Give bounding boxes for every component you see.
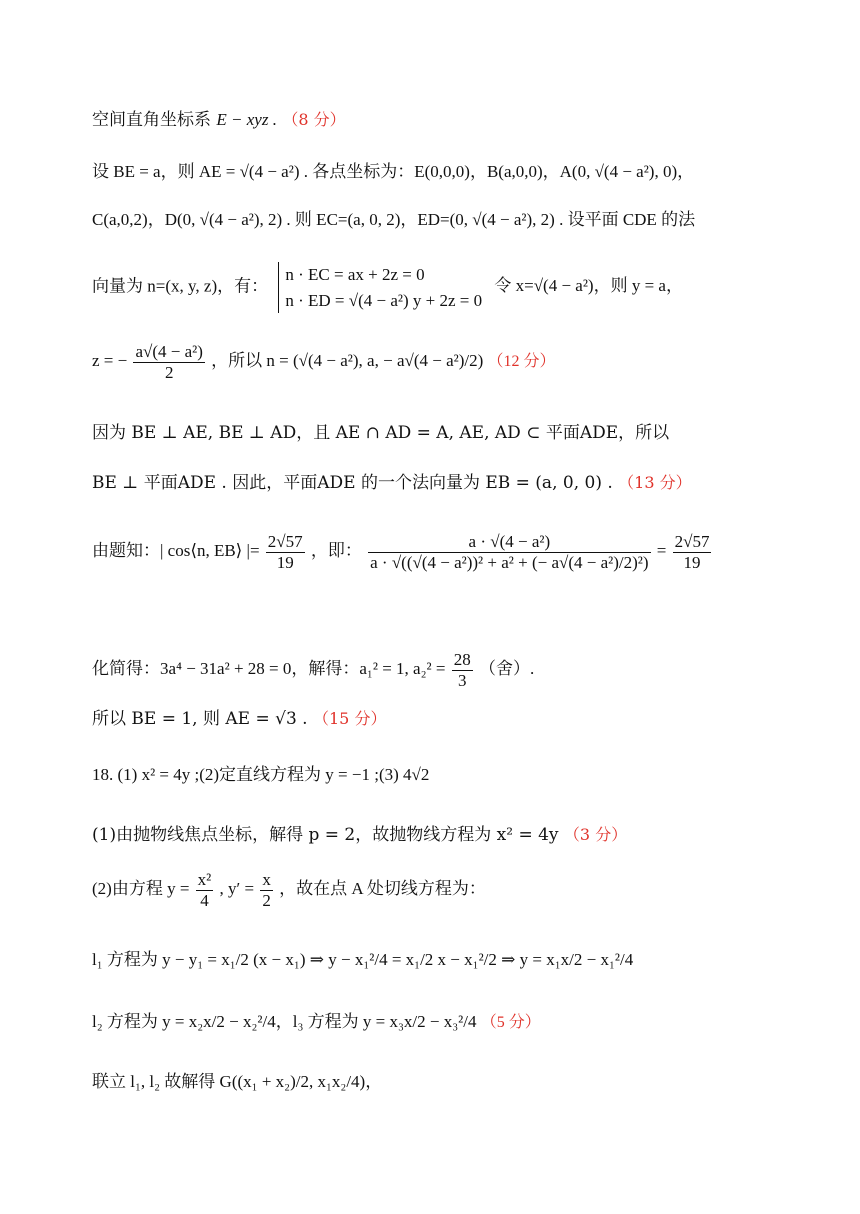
text-let-x: 令 x=√(4 − a²)，则 y = a，	[494, 276, 683, 296]
text-from-eq: (2)由方程 y =	[92, 878, 194, 898]
fraction-28-3	[452, 650, 473, 690]
text-reject: （舍）.	[478, 658, 535, 678]
frac-num: x	[262, 870, 271, 889]
score-15: （15 分）	[313, 709, 387, 728]
line-13	[92, 870, 780, 910]
line-16	[92, 1072, 780, 1092]
frac-num: x²	[197, 870, 212, 889]
text-so-n: ，所以 n =	[211, 350, 294, 370]
text-result: 所以 BE = 1, 则 AE = √3 .	[92, 709, 308, 729]
line-8: 由题知：| cos⟨n, EB⟩ |= $\frac{2√57}{19}$ ，即： $\frac{\text{a · √(4 − a²)}}{\text{a · √((√(4 − a²))² + a² + (− a√(4 − a²)/2)²)}}$ = $\frac{2√57}{19}$	[92, 532, 710, 572]
fraction-x-2	[260, 870, 273, 910]
fraction-big	[368, 532, 650, 572]
rhs-den: 19	[683, 552, 701, 572]
frac-num: 2√57	[267, 532, 303, 551]
line-9	[92, 650, 780, 690]
text-q18-1: (1)由抛物线焦点坐标，解得 p = 2，故抛物线方程为 x² = 4y	[92, 825, 559, 845]
frac-den: 19	[276, 552, 294, 572]
line-3	[92, 210, 780, 230]
text-l2-l3: l₂ 方程为 y = x₂x/2 − x₂²/4，l₃ 方程为 y = x₃x/2 − x₃²/4	[92, 1012, 477, 1031]
frac-den: 4	[200, 890, 209, 910]
text-ie: ，即：	[310, 540, 362, 560]
text-coord-system: 空间直角坐标系	[92, 110, 211, 130]
text-given: 由题知：| cos⟨n, EB⟩ |=	[92, 540, 264, 560]
math-exyz: E − xyz .	[216, 110, 277, 129]
line-2	[92, 162, 780, 182]
score-13: （13 分）	[618, 473, 692, 492]
text-normal-vector: 向量为 n=(x, y, z)，有：	[92, 276, 269, 296]
text-vectors: C(a,0,2)，D(0, √(4 − a²), 2) . 则 EC=(a, 0, 2)，ED=(0, √(4 − a²), 2) . 设平面 CDE 的法	[92, 210, 696, 229]
rhs-num: 2√57	[674, 532, 710, 551]
text-normal-eb: BE ⊥ 平面ADE . 因此，平面ADE 的一个法向量为 EB = (a, 0, 0) .	[92, 473, 613, 493]
line-5	[92, 342, 780, 382]
bigfrac-num: a · √(4 − a²)	[368, 532, 650, 553]
eq-1: n · EC = ax + 2z = 0	[285, 265, 425, 284]
line-7	[92, 474, 780, 494]
fraction-cos	[266, 532, 305, 572]
score-3: （3 分）	[563, 825, 628, 844]
line-14	[92, 950, 780, 970]
fraction-rhs	[673, 532, 712, 572]
text-coordinates: 设 BE = a，则 AE = √(4 − a²) . 各点坐标为：E(0,0,0)，B(a,0,0)，A(0, √(4 − a²), 0)，	[92, 162, 695, 181]
text-simplify: 化简得：3a⁴ − 31a² + 28 = 0，解得：a₁² = 1, a₂² =	[92, 658, 450, 678]
frac-den: 3	[457, 670, 467, 690]
frac-num: a√(4 − a²)	[135, 342, 203, 361]
frac-den: 2	[164, 362, 174, 382]
frac-den: 2	[262, 890, 271, 910]
fraction-x2-4	[196, 870, 214, 910]
frac-num: 28	[453, 650, 471, 669]
score-5: （5 分）	[480, 1014, 541, 1031]
text-yprime: , y′ =	[219, 878, 259, 898]
line-15	[92, 1012, 780, 1032]
eq-2: n · ED = √(4 − a²) y + 2z = 0	[285, 290, 483, 310]
fraction-z	[133, 342, 204, 382]
text-q18: 18. (1) x² = 4y ;(2)定直线方程为 y = −1 ;(3) 4√2	[92, 765, 430, 784]
score-8: （8 分）	[282, 110, 346, 129]
vector-n: (√(4 − a²), a, − a√(4 − a²)/2)	[293, 350, 484, 370]
text-tangent: ，故在点 A 处切线方程为：	[279, 878, 486, 898]
equation-system	[278, 262, 482, 313]
line-6	[92, 424, 780, 444]
line-1	[92, 110, 780, 131]
line-12	[92, 826, 780, 846]
score-12: （12 分）	[487, 352, 556, 370]
line-4	[92, 262, 780, 313]
line-11	[92, 765, 780, 785]
text-l1: l₁ 方程为 y − y₁ = x₁/2 (x − x₁) ⇒ y − x₁²/4 = x₁/2 x − x₁²/2 ⇒ y = x₁x/2 − x₁²/4	[92, 950, 634, 969]
text-solve-g: 联立 l₁, l₂ 故解得 G((x₁ + x₂)/2, x₁x₂/4)，	[92, 1072, 383, 1091]
bigfrac-den: a · √((√(4 − a²))² + a² + (− a√(4 − a²)/2)²)	[370, 552, 649, 572]
text-perpendicular: 因为 BE ⊥ AE, BE ⊥ AD，且 AE ∩ AD = A, AE, AD ⊂ 平面ADE，所以	[92, 423, 670, 443]
line-10	[92, 710, 780, 730]
text-z: z = −	[92, 350, 128, 370]
